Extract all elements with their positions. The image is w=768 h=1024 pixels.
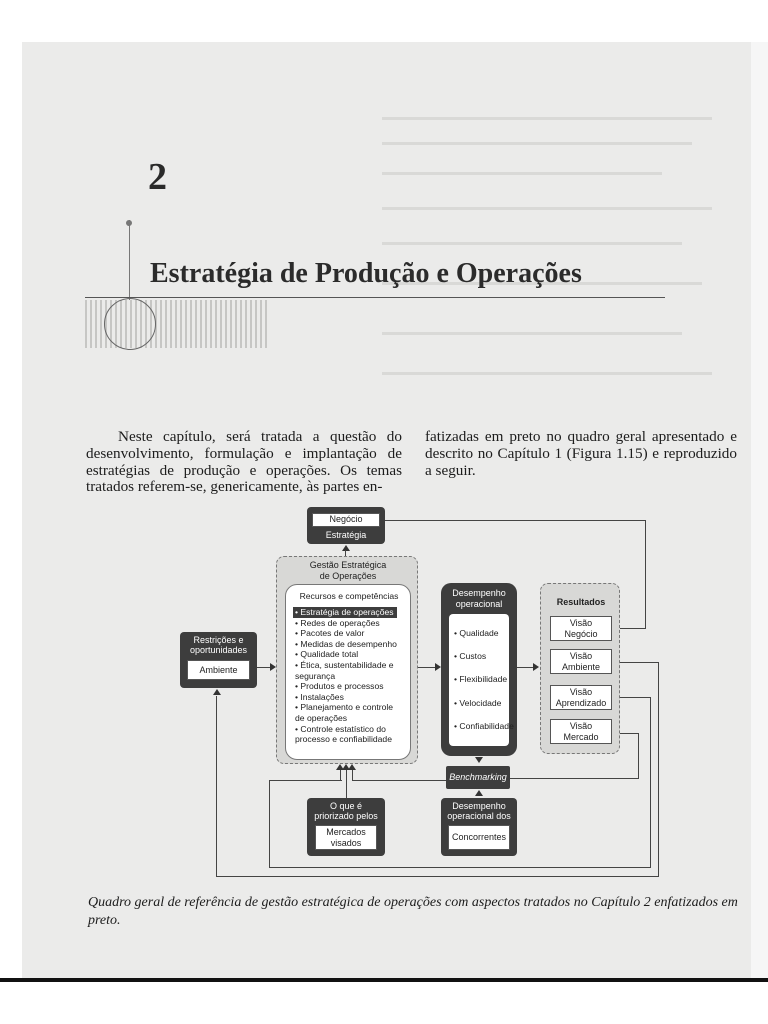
gestao-title-2: de Operações: [319, 571, 377, 581]
recursos-item: • Qualidade total: [295, 649, 359, 660]
desempenho-item: • Custos: [454, 651, 487, 662]
mercados-line1: Mercados: [326, 827, 366, 837]
visao-negocio-1: Visão: [569, 618, 593, 628]
visao-negocio: [550, 616, 612, 641]
recursos-item: • Ética, sustentabilidade e: [295, 659, 394, 670]
desempenho-item: • Flexibilidade: [454, 674, 508, 685]
recursos-item: • Pacotes de valor: [295, 628, 365, 639]
desempenho-title-2: operacional: [455, 599, 503, 609]
desempenho-item: • Qualidade: [454, 628, 499, 638]
priorizado-line2: priorizado pelos: [314, 811, 378, 821]
recursos-item: • Controle estatístico do: [295, 723, 386, 734]
figure-caption: Quadro geral de referência de gestão estratégica de operações com aspectos tratados no Capítulo 2 enfatizados em preto.: [88, 895, 738, 928]
intro-text-left: Neste capítulo, será tratada a questão do desenvolvimento, formulação e implantação de estratégias de produção e operações. Os temas tratados referem-se, genericamente, às partes en-: [86, 428, 402, 496]
book-page: [22, 42, 751, 978]
visao-mercado-1: Visão: [569, 721, 593, 731]
restricoes-box: [180, 632, 257, 688]
gestao-panel: [276, 556, 418, 764]
visao-ambiente: [550, 649, 612, 674]
desempenho-panel: [449, 614, 514, 746]
intro-text-right: fatizadas em preto no quadro geral apresentado e descrito no Capítulo 1 (Figura 1.15) e reproduzido a seguir.: [425, 428, 737, 479]
visao-ambiente-1: Visão: [569, 651, 593, 661]
recursos-list: [295, 607, 397, 745]
visao-mercado: [550, 719, 612, 744]
gestao-title-1: Gestão Estratégica: [309, 560, 387, 570]
decorative-line: [129, 220, 130, 300]
resultados-title: Resultados: [556, 597, 606, 607]
intro-paragraph-right: [425, 429, 737, 479]
desempenho-item: • Confiabilidade: [454, 720, 514, 731]
desemp-dos-line2: operacional dos: [447, 811, 511, 821]
restricoes-line2: oportunidades: [189, 645, 248, 655]
intro-paragraph-left: [86, 429, 402, 496]
recursos-item: • Produtos e processos: [295, 681, 384, 692]
concorrentes-label: Concorrentes: [448, 825, 510, 850]
priorizado-box: [307, 798, 385, 856]
negocio-label: Negócio: [312, 513, 380, 527]
visao-aprendizado: [550, 685, 612, 710]
resultados-panel: [540, 583, 620, 754]
concorrentes-box: [441, 798, 517, 856]
desempenho-item: • Velocidade: [454, 697, 502, 708]
recursos-item: • Medidas de desempenho: [295, 638, 397, 649]
mercados-box: [315, 825, 377, 850]
scan-border: [0, 978, 768, 982]
arrow-right: [533, 663, 539, 671]
recursos-item: • Redes de operações: [295, 617, 380, 628]
restricoes-line1: Restrições e: [193, 635, 244, 645]
decorative-dot: [126, 220, 132, 226]
chapter-number: 2: [148, 156, 167, 198]
ambiente-label: Ambiente: [187, 660, 250, 680]
desempenho-title-1: Desempenho: [452, 588, 506, 598]
visao-mercado-2: Mercado: [563, 732, 599, 742]
mercados-line2: visados: [330, 838, 362, 848]
arrow-up: [475, 790, 483, 796]
desempenho-list: [454, 628, 514, 744]
recursos-item: segurança: [295, 670, 336, 681]
arrow-up: [342, 545, 350, 551]
negocio-box: [307, 507, 385, 544]
title-rule: [85, 297, 665, 298]
page-edge: [751, 42, 768, 978]
desemp-dos-line1: Desempenho: [452, 801, 506, 811]
benchmarking-box: [446, 766, 510, 789]
estrategia-label: Estratégia: [325, 530, 367, 540]
recursos-item: • Instalações: [295, 691, 344, 702]
recursos-panel: [285, 584, 411, 760]
recursos-item: de operações: [295, 712, 348, 723]
recursos-item-highlighted: • Estratégia de operações: [293, 607, 397, 618]
visao-aprendizado-2: Aprendizado: [555, 698, 607, 708]
benchmarking-label: Benchmarking: [449, 772, 507, 782]
arrow-up: [213, 689, 221, 695]
recursos-item: processo e confiabilidade: [295, 734, 392, 745]
desempenho-box: [441, 583, 517, 756]
visao-aprendizado-1: Visão: [569, 687, 593, 697]
priorizado-line1: O que é: [329, 801, 363, 811]
arrow-down: [475, 757, 483, 763]
visao-ambiente-2: Ambiente: [561, 662, 601, 672]
arrow-right: [270, 663, 276, 671]
visao-negocio-2: Negócio: [564, 629, 598, 639]
chapter-title: Estratégia de Produção e Operações: [150, 258, 582, 289]
recursos-title: Recursos e competências: [299, 591, 399, 601]
recursos-item: • Planejamento e controle: [295, 702, 394, 713]
decorative-circle: [104, 298, 156, 350]
